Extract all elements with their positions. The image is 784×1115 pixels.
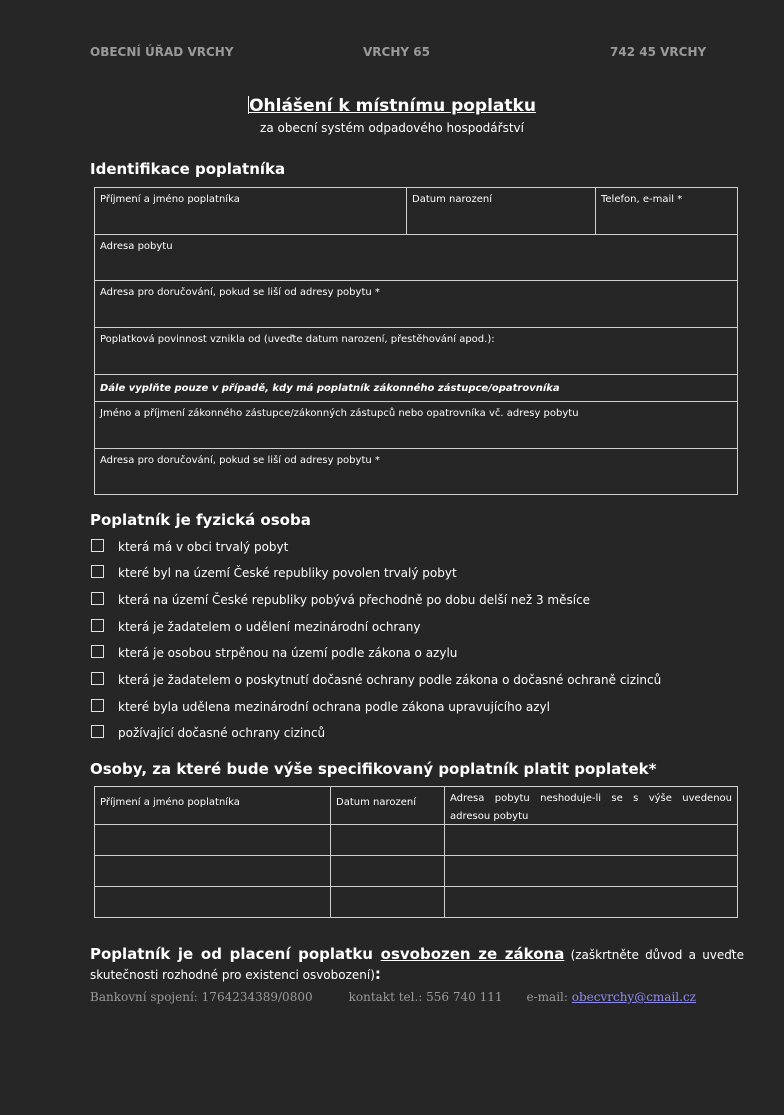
footer [90,990,696,1004]
checkbox[interactable] [91,672,104,685]
exemption-emphasis: osvobozen ze zákona [380,945,565,963]
checkbox[interactable] [91,592,104,605]
option-label: která je osobou strpěnou na území podle zákona o azylu [118,646,458,660]
option-label: které byla udělena mezinárodní ochrana podle zákona upravujícího azyl [118,700,550,714]
identification-table [94,187,738,495]
col-address-header: Adresa pobytu neshoduje-li se s výše uvedenou adresou pobytu [450,793,732,822]
title-text: Ohlášení k místnímu poplatku [249,96,536,116]
row1-name-cell[interactable] [95,825,330,855]
row3-address-cell[interactable] [445,887,737,917]
representative-field[interactable] [95,402,737,448]
name-field[interactable] [95,188,406,234]
representative-note: Dále vyplňte pouze v případě, kdy má poplatník zákonného zástupce/opatrovníka [100,383,560,394]
email-link[interactable]: obecvrchy@cmail.cz [571,990,696,1004]
document-subtitle: za obecní systém odpadového hospodářství [260,121,524,135]
representative-delivery-label: Adresa pro doručování, pokud se liší od adresy pobytu * [100,455,380,466]
contact-label: Telefon, e-mail * [601,194,683,205]
residence-field[interactable] [95,235,737,280]
row3-birth-cell[interactable] [331,887,444,917]
exemption-lead: Poplatník je od placení poplatku [90,945,381,963]
contact-field[interactable] [596,188,737,234]
row2-address-cell[interactable] [445,856,737,886]
name-label: Příjmení a jméno poplatníka [100,194,240,205]
divider [95,374,737,375]
exemption-colon: : [374,965,381,983]
option-label: která má v obci trvalý pobyt [118,540,289,554]
office-postal: 742 45 VRCHY [610,45,707,59]
delivery-address-field[interactable] [95,281,737,327]
exemption-instruction: (zaškrtněte důvod a uveďte skutečnosti rozhodné pro existenci osvobození) [90,948,744,982]
document-title [0,96,784,116]
bank-account: Bankovní spojení: 1764234389/0800 [90,990,313,1004]
option-label: které byl na území České republiky povolen trvalý pobyt [118,566,457,580]
birth-date-label: Datum narození [412,194,492,205]
others-table [94,786,738,918]
delivery-address-label: Adresa pro doručování, pokud se liší od adresy pobytu * [100,287,380,298]
checkbox[interactable] [91,645,104,658]
exemption-paragraph [90,945,744,985]
others-heading: Osoby, za které bude výše specifikovaný poplatník platit poplatek* [90,760,657,778]
col-name-header: Příjmení a jméno poplatníka [100,797,240,808]
option-label: která je žadatelem o udělení mezinárodní ochrany [118,620,421,634]
checkbox[interactable] [91,539,104,552]
option-label: která je žadatelem o poskytnutí dočasné ochrany podle zákona o dočasné ochraně cizinců [118,673,662,687]
birth-date-field[interactable] [407,188,595,234]
checkbox[interactable] [91,725,104,738]
option-label: požívající dočasné ochrany cizinců [118,726,326,740]
checkbox[interactable] [91,699,104,712]
representative-delivery-field[interactable] [95,449,737,494]
contact-phone: kontakt tel.: 556 740 111 [348,990,503,1004]
row1-address-cell[interactable] [445,825,737,855]
option-label: která na území České republiky pobývá přechodně po dobu delší než 3 měsíce [118,593,591,607]
identification-heading: Identifikace poplatníka [90,160,286,178]
email-label: e-mail: [526,990,572,1004]
office-name: OBECNÍ ÚŘAD VRCHY [90,45,234,59]
office-address: VRCHY 65 [363,45,430,59]
checkbox[interactable] [91,565,104,578]
col-birth-header: Datum narození [336,797,416,808]
obligation-date-field[interactable] [95,328,737,374]
obligation-date-label: Poplatková povinnost vznikla od (uveďte datum narození, přestěhování apod.): [100,334,495,345]
representative-label: Jméno a příjmení zákonného zástupce/zákonných zástupců nebo opatrovníka vč. adresy pobytu [100,408,579,419]
row1-birth-cell[interactable] [331,825,444,855]
person-heading: Poplatník je fyzická osoba [90,511,311,529]
row2-name-cell[interactable] [95,856,330,886]
residence-label: Adresa pobytu [100,241,173,252]
row3-name-cell[interactable] [95,887,330,917]
checkbox[interactable] [91,619,104,632]
row2-birth-cell[interactable] [331,856,444,886]
